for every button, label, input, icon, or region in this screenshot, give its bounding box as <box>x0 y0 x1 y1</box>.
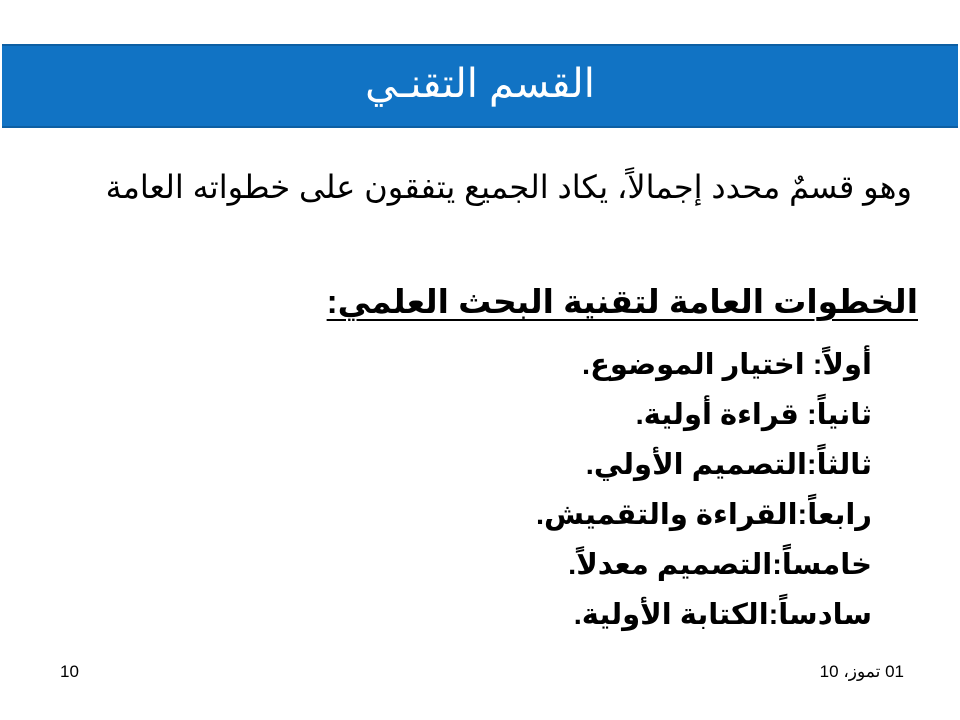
step-item: ثانياً: قراءة أولية. <box>635 399 872 431</box>
step-item: أولاً: اختيار الموضوع. <box>582 349 872 381</box>
steps-list <box>536 340 872 640</box>
page-number: 10 <box>60 662 79 681</box>
intro-text: وهو قسمٌ محدد إجمالاً، يكاد الجميع يتفقون على خطواته العامة <box>105 169 912 205</box>
footer-date: 01 تموز، 10 <box>819 662 904 681</box>
steps-heading: الخطوات العامة لتقنية البحث العلمي: <box>326 283 918 320</box>
step-item: سادساً:الكتابة الأولية. <box>573 599 872 631</box>
step-item: خامساً:التصميم معدلاً. <box>568 549 872 581</box>
title-bar <box>2 44 958 128</box>
step-item: رابعاً:القراءة والتقميش. <box>535 499 872 531</box>
step-item: ثالثاً:التصميم الأولي. <box>585 449 872 481</box>
slide-title: القسم التقنـي <box>365 62 595 106</box>
